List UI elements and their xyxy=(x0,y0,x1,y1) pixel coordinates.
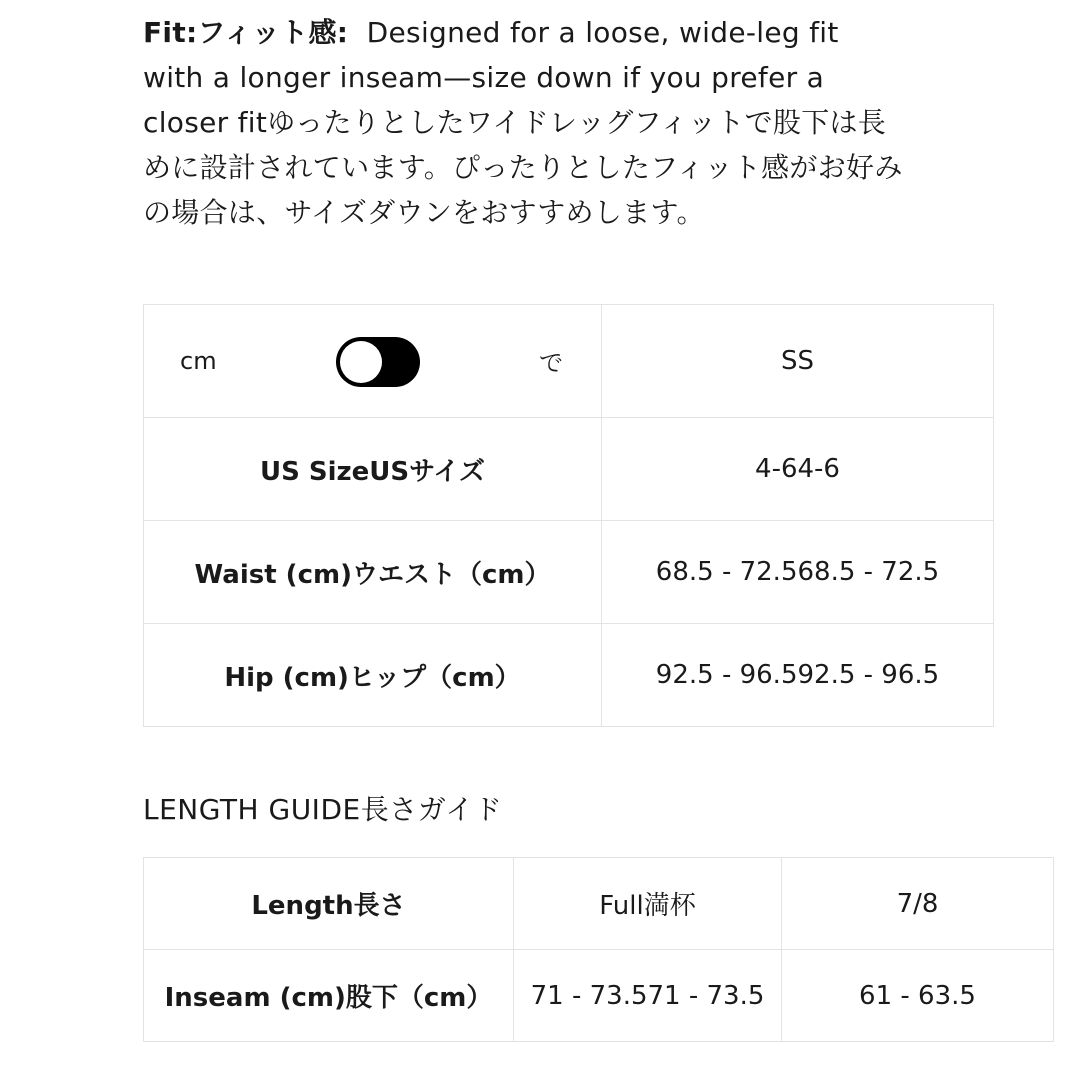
length-header-label: Length長さ xyxy=(144,858,514,950)
size-table xyxy=(143,304,994,727)
size-table-container xyxy=(143,304,940,726)
length-guide-title: LENGTH GUIDE長さガイド xyxy=(143,793,503,826)
unit-toggle-row xyxy=(144,305,994,418)
size-header-cell xyxy=(602,305,994,418)
row-label-hip: Hip (cm)ヒップ（cm） xyxy=(144,624,602,727)
fit-label: Fit:フィット感: xyxy=(143,16,349,49)
length-table xyxy=(143,857,1054,1042)
row-label-waist: Waist (cm)ウエスト（cm） xyxy=(144,521,602,624)
size-header: SS xyxy=(780,346,814,376)
row-value-hip: 92.5 - 96.592.5 - 96.5 xyxy=(602,624,994,727)
unit-cm-label: cm xyxy=(180,347,217,375)
unit-toggle-cell xyxy=(144,305,602,418)
table-row xyxy=(144,624,994,727)
row-value-us-size: 4-64-6 xyxy=(602,418,994,521)
table-row xyxy=(144,950,1054,1042)
row-value-waist: 68.5 - 72.568.5 - 72.5 xyxy=(602,521,994,624)
unit-alt-label: で xyxy=(539,349,563,377)
table-row xyxy=(144,521,994,624)
inseam-78-value: 61 - 63.5 xyxy=(782,950,1054,1042)
toggle-knob xyxy=(340,341,382,383)
length-header-full: Full満杯 xyxy=(514,858,782,950)
fit-description xyxy=(143,10,903,235)
table-row xyxy=(144,418,994,521)
row-label-us-size: US SizeUSサイズ xyxy=(144,418,602,521)
length-table-container xyxy=(143,857,976,1043)
fit-text: Designed for a loose, wide-leg fit with a longer inseam—size down if you prefer a closer fitゆったりとしたワイドレッグフィットで股下は長めに設計されています。ぴったりとしたフィット感がお好みの場合は、サイズダウンをおすすめします。 xyxy=(143,16,903,229)
length-header-78: 7/8 xyxy=(782,858,1054,950)
inseam-label: Inseam (cm)股下（cm） xyxy=(144,950,514,1042)
unit-toggle-switch[interactable] xyxy=(336,337,420,387)
inseam-full-value: 71 - 73.571 - 73.5 xyxy=(514,950,782,1042)
table-row xyxy=(144,858,1054,950)
